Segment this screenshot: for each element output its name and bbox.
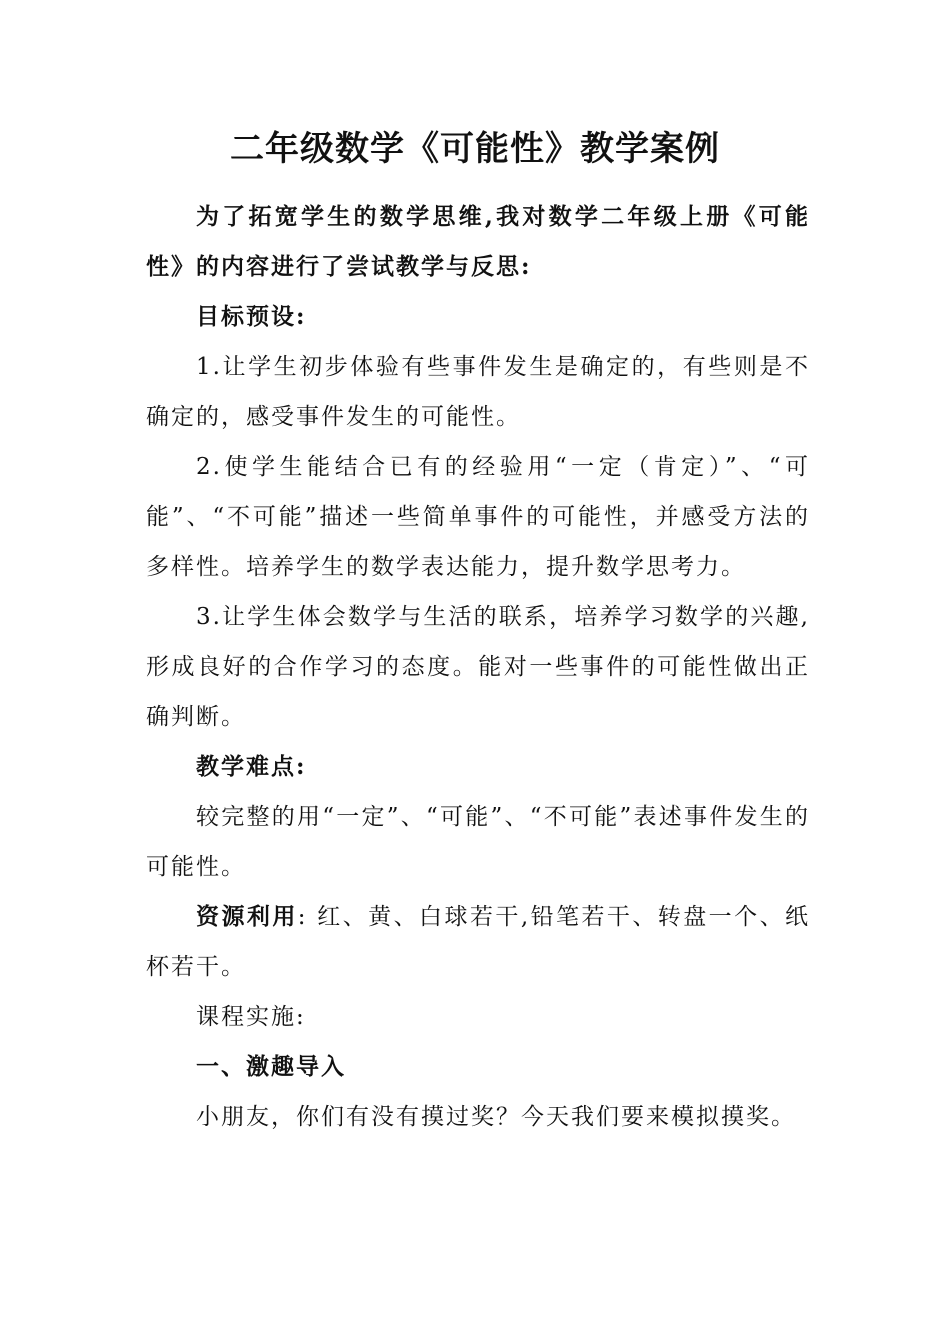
implementation-heading: 课程实施: [196,1004,306,1030]
section1-heading: 一、激趣导入 [196,1053,346,1080]
intro-paragraph: 为了拓宽学生的数学思维,我对数学二年级上册《可能性》的内容进行了尝试教学与反思: [146,203,810,280]
difficulty-heading: 教学难点: [196,753,307,780]
goal-item-1: 1.让学生初步体验有些事件发生是确定的，有些则是不确定的，感受事件发生的可能性。 [146,354,810,430]
goals-heading: 目标预设: [196,303,307,330]
difficulty-paragraph: 较完整的用“一定”、“可能”、“不可能”表述事件发生的可能性。 [146,804,810,880]
resources-text: : 红、黄、白球若干,铅笔若干、转盘一个、纸杯若干。 [146,904,811,980]
resources-label: 资源利用 [196,903,298,930]
section1-paragraph: 小朋友，你们有没有摸过奖？今天我们要来模拟摸奖。 [196,1104,796,1130]
document-title: 二年级数学《可能性》教学案例 [230,129,720,169]
resources-paragraph [146,892,810,992]
goal-item-3: 3.让学生体会数学与生活的联系，培养学习数学的兴趣,形成良好的合作学习的态度。能对一些事件的可能性做出正确判断。 [146,604,810,730]
document-body [146,192,810,1142]
goal-item-2: 2.使学生能结合已有的经验用“一定（肯定）”、“可能”、“不可能”描述一些简单事件的可能性，并感受方法的多样性。培养学生的数学表达能力，提升数学思考力。 [146,454,810,580]
